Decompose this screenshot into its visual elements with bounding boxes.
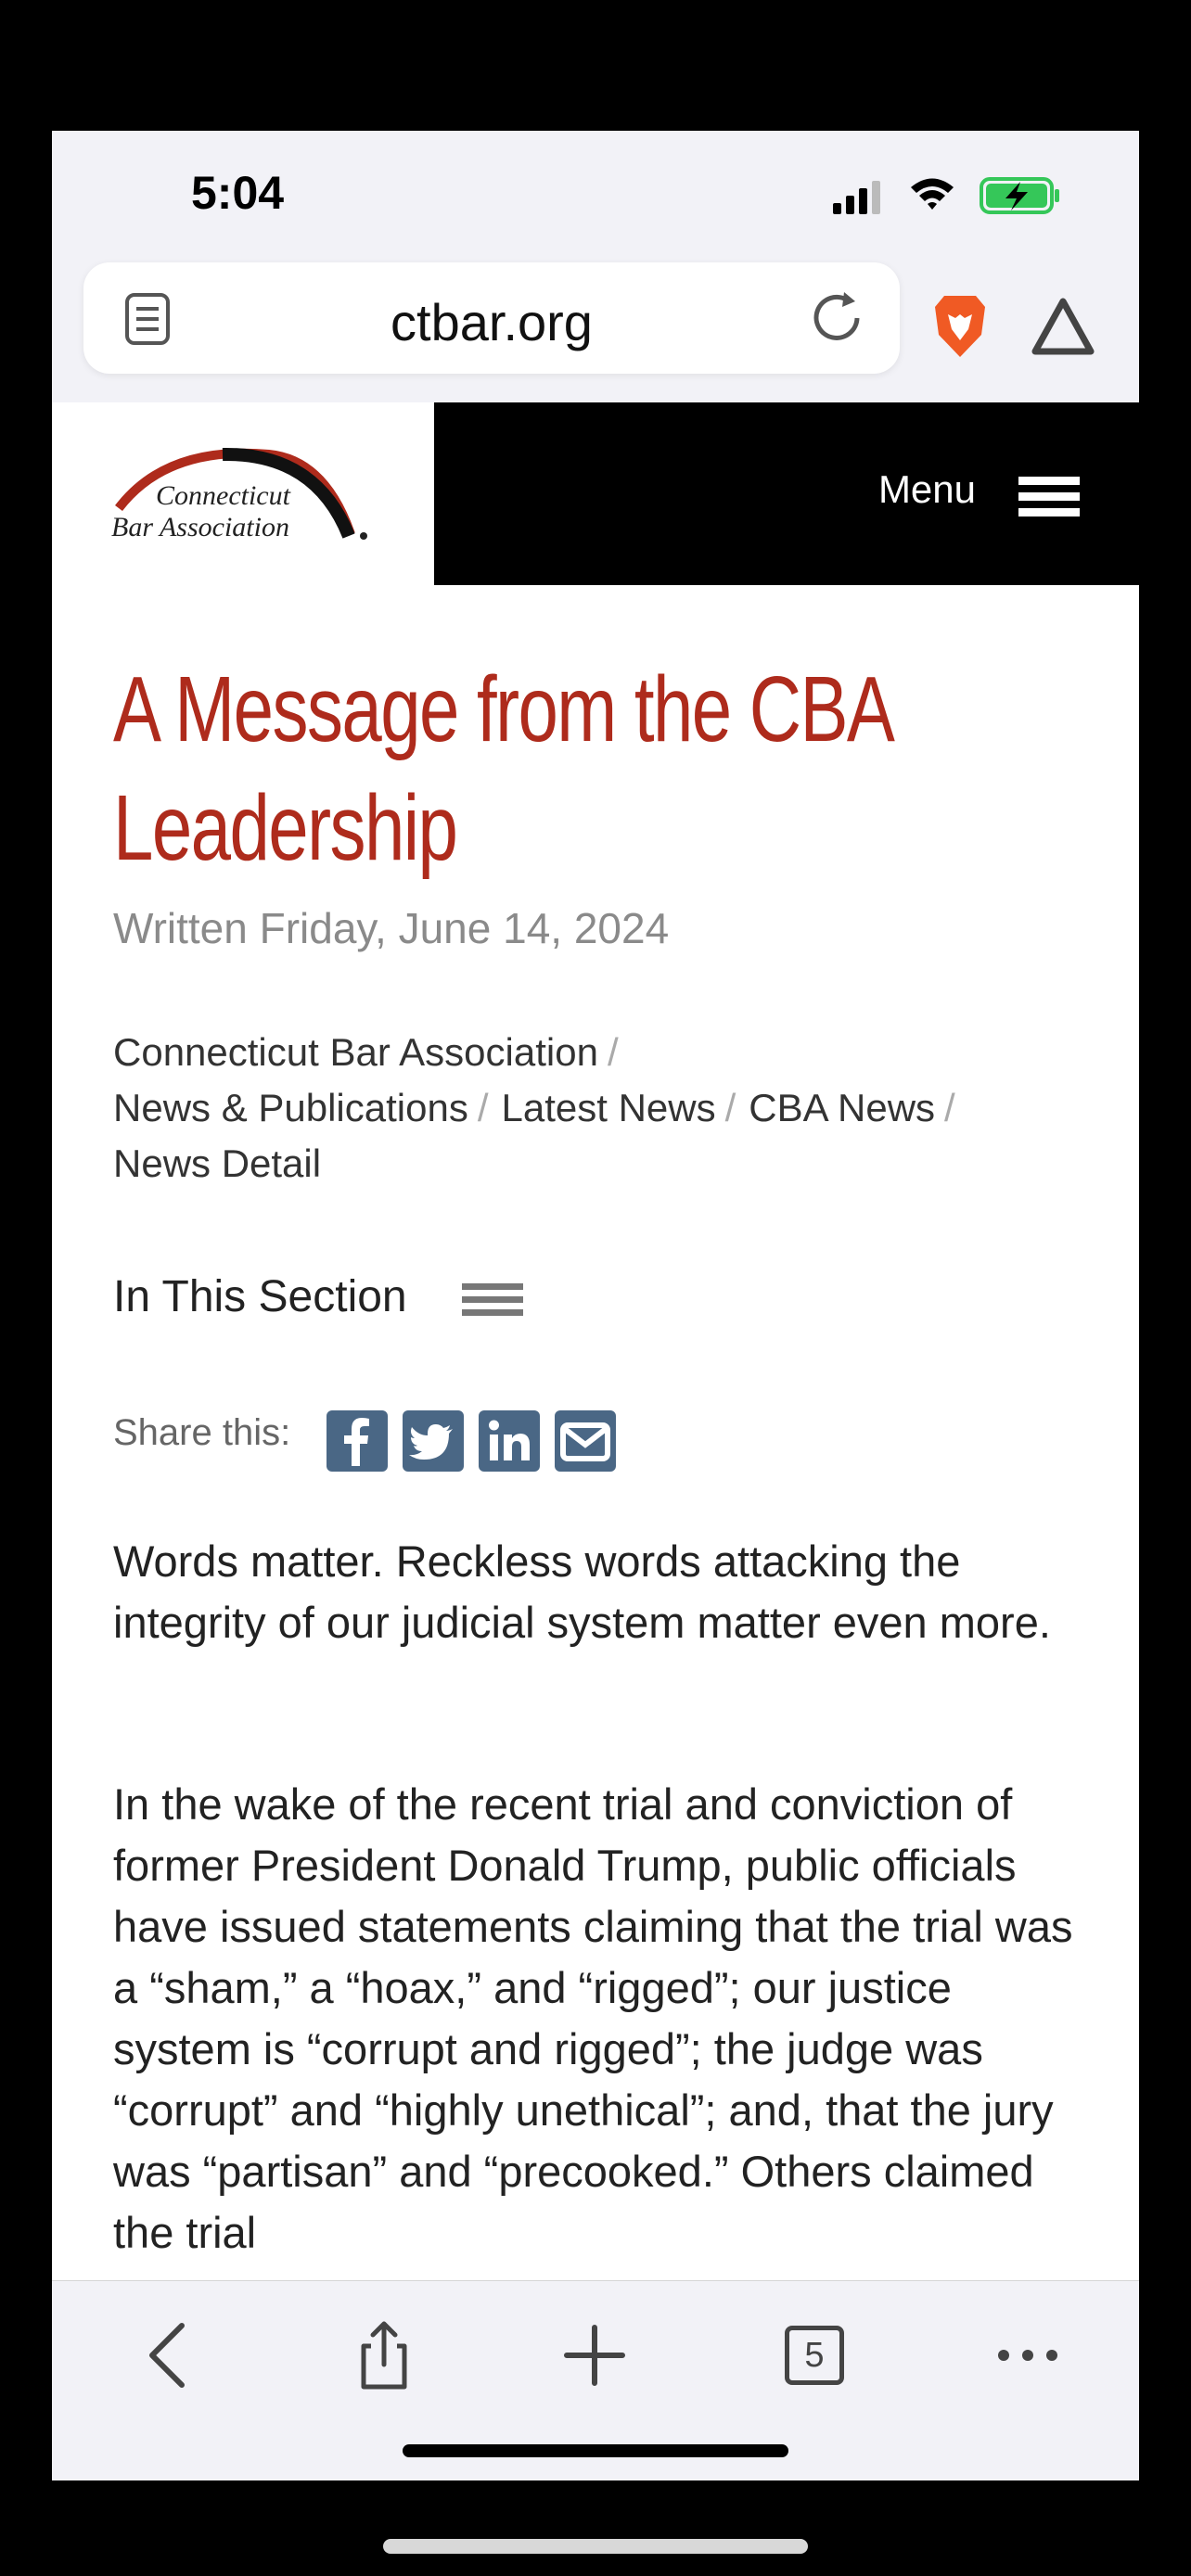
share-icon[interactable] bbox=[347, 2318, 421, 2392]
phone-screen bbox=[52, 131, 1139, 2480]
in-this-section-label[interactable]: In This Section bbox=[113, 1272, 407, 1321]
menu-bar[interactable] bbox=[434, 402, 1139, 585]
svg-text:Bar Association: Bar Association bbox=[111, 512, 289, 542]
tabs-icon[interactable] bbox=[777, 2318, 852, 2392]
title-line-2: Leadership bbox=[113, 776, 457, 880]
triangle-icon[interactable] bbox=[1031, 298, 1095, 355]
url-text: ctbar.org bbox=[391, 293, 593, 351]
back-icon[interactable] bbox=[134, 2318, 208, 2392]
breadcrumb-item[interactable]: CBA News bbox=[749, 1086, 936, 1129]
home-indicator bbox=[403, 2444, 788, 2457]
twitter-icon[interactable] bbox=[403, 1410, 464, 1472]
breadcrumb-item: News Detail bbox=[113, 1141, 322, 1185]
tab-count: 5 bbox=[785, 2326, 844, 2385]
breadcrumb: Connecticut Bar Association / News & Publications / Latest News / CBA News / News Detail bbox=[113, 1030, 955, 1185]
breadcrumb-item[interactable]: News & Publications bbox=[113, 1086, 468, 1129]
cba-logo[interactable] bbox=[111, 445, 380, 547]
hamburger-icon[interactable] bbox=[1018, 477, 1080, 517]
share-label: Share this: bbox=[113, 1412, 291, 1453]
wifi-icon bbox=[909, 175, 955, 212]
section-menu-icon[interactable] bbox=[462, 1283, 523, 1324]
article-paragraph: In the wake of the recent trial and conviction of former President Donald Trump, public officials have issued statements claiming that the trial was a “sham,” a “hoax,” and “rigged”; our justice system is “corrupt and rigged”; the judge was “corrupt” and “highly unethical”; and, that the jury was “partisan” and “precooked.” Others claimed the trial bbox=[113, 1779, 1073, 2257]
status-bar bbox=[52, 131, 1139, 270]
battery-icon bbox=[980, 177, 1061, 214]
linkedin-icon[interactable] bbox=[479, 1410, 540, 1472]
breadcrumb-item[interactable]: Latest News bbox=[501, 1086, 716, 1129]
status-time: 5:04 bbox=[191, 167, 285, 219]
reload-icon[interactable] bbox=[807, 288, 866, 348]
cellular-signal-icon bbox=[833, 181, 881, 214]
facebook-icon[interactable] bbox=[327, 1410, 388, 1472]
breadcrumb-item[interactable]: Connecticut Bar Association bbox=[113, 1030, 598, 1074]
outer-home-indicator bbox=[383, 2539, 808, 2554]
title-line-1: A Message from the CBA bbox=[113, 657, 894, 761]
written-date: Written Friday, June 14, 2024 bbox=[113, 904, 670, 952]
brave-icon[interactable] bbox=[931, 294, 989, 359]
site-header bbox=[52, 402, 1139, 585]
page-title bbox=[113, 650, 1097, 887]
menu-label[interactable]: Menu bbox=[877, 467, 976, 511]
more-icon[interactable] bbox=[991, 2318, 1065, 2392]
address-bar[interactable] bbox=[83, 262, 900, 374]
svg-text:Connecticut: Connecticut bbox=[156, 480, 290, 511]
article-paragraph: Words matter. Reckless words attacking the integrity of our judicial system matter even more. bbox=[113, 1537, 1051, 1647]
add-tab-icon[interactable] bbox=[557, 2318, 632, 2392]
email-icon[interactable] bbox=[555, 1410, 616, 1472]
